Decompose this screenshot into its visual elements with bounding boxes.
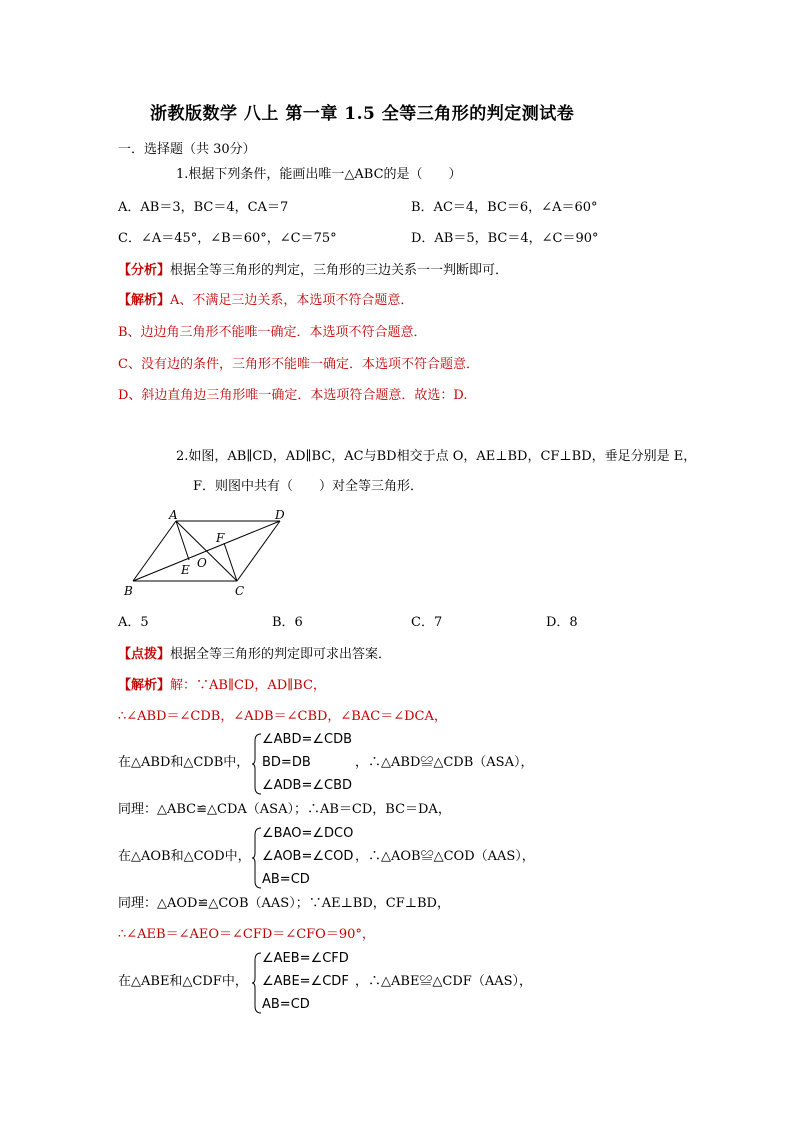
hint-tag: 【点拨】 [118, 647, 171, 662]
q2-stem-line2: F．则图中共有（ ）对全等三角形． [193, 479, 424, 494]
analysis-text: 根据全等三角形的判定，三角形的三边关系一一判断即可． [170, 263, 509, 278]
figure-label-b: B [124, 584, 133, 598]
solution-tag: 【解析】 [118, 678, 171, 693]
sys2-brace [252, 827, 262, 889]
q1-option-d: D．AB＝5，BC＝4，∠C＝90° [411, 231, 599, 246]
q2-right-angles: ∴∠AEB＝∠AEO＝∠CFD＝∠CFO＝90°， [118, 927, 375, 942]
sys3-prefix: 在△ABE和△CDF中， [118, 974, 248, 989]
sys3-eq2: ∠ABE=∠CDF [262, 974, 349, 989]
q1-solution-b: B、边边角三角形不能唯一确定．本选项不符合题意． [118, 325, 427, 340]
solution-intro-text: 解：∵AB∥CD，AD∥BC， [170, 678, 326, 693]
q1-option-c: C．∠A＝45°，∠B＝60°，∠C＝75° [118, 231, 337, 246]
sys3-result: ，∴△ABE≌△CDF（AAS）， [355, 974, 532, 989]
solution-line: A、不满足三边关系，本选项不符合题意． [170, 293, 414, 308]
sys2-eq2: ∠AOB=∠COD [262, 849, 354, 864]
q1-solution-d: D、斜边直角边三角形唯一确定．本选项符合题意．故选：D. [118, 388, 468, 403]
figure-label-a: A [169, 508, 178, 522]
q2-option-b: B．6 [272, 615, 303, 630]
figure-label-e: E [181, 563, 190, 577]
sys1-brace [252, 733, 262, 795]
q1-option-b: B．AC＝4，BC＝6，∠A＝60° [411, 200, 598, 215]
sys1-eq1: ∠ABD=∠CDB [262, 732, 353, 747]
figure-label-f: F [216, 531, 225, 545]
q1-analysis [118, 263, 508, 279]
q1-solution-a [118, 293, 413, 309]
q2-option-a: A．5 [118, 615, 149, 630]
sys2-eq1: ∠BAO=∠DCO [262, 826, 354, 841]
sys3-eq3: AB=CD [262, 997, 310, 1012]
sys2-prefix: 在△AOB和△COD中， [118, 849, 251, 864]
q1-solution-c: C、没有边的条件，三角形不能唯一确定．本选项不符合题意． [118, 357, 479, 372]
hint-text: 根据全等三角形的判定即可求出答案． [170, 647, 392, 662]
sys3-equations [262, 947, 349, 1016]
q1-option-a: A．AB＝3，BC＝4，CA＝7 [118, 200, 289, 215]
sys3-brace [252, 952, 262, 1014]
q1-stem: 1.根据下列条件，能画出唯一△ABC的是（ ） [176, 167, 462, 182]
sys1-equations [262, 728, 352, 797]
sys2-eq3: AB=CD [262, 872, 310, 887]
q2-angles-line: ∴∠ABD＝∠CDB，∠ADB＝∠CBD，∠BAC＝∠DCA， [118, 709, 447, 724]
figure-label-c: C [235, 584, 245, 598]
q2-option-d: D．8 [546, 615, 578, 630]
q2-same1: 同理：△ABC≌△CDA（ASA）；∴AB＝CD，BC＝DA， [118, 802, 451, 817]
figure-label-o: O [197, 556, 207, 570]
sys1-eq3: ∠ADB=∠CBD [262, 778, 353, 793]
sys1-prefix: 在△ABD和△CDB中， [118, 755, 250, 770]
page-title: 浙教版数学 八上 第一章 1.5 全等三角形的判定测试卷 [150, 104, 575, 124]
sys1-eq2: BD=DB [262, 755, 311, 770]
parallelogram-figure [115, 505, 305, 604]
sys2-equations [262, 822, 353, 891]
q2-solution-intro [118, 678, 326, 694]
analysis-tag: 【分析】 [118, 263, 171, 278]
q2-hint [118, 647, 391, 663]
sys2-result: ，∴△AOB≌△COD（AAS）， [355, 849, 535, 864]
sys1-result: ，∴△ABD≌△CDB（ASA）， [355, 755, 534, 770]
solution-tag: 【解析】 [118, 293, 171, 308]
q2-stem-line1: 2.如图，AB∥CD，AD∥BC，AC与BD相交于点 O，AE⊥BD，CF⊥BD，垂足分别是 E， [176, 449, 697, 464]
sys3-eq1: ∠AEB=∠CFD [262, 951, 349, 966]
q2-option-c: C．7 [411, 615, 443, 630]
q2-same2: 同理：△AOD≌△COB（AAS）；∵AE⊥BD，CF⊥BD， [118, 896, 450, 911]
section-heading: 一．选择题（共 30分） [118, 142, 256, 157]
figure-label-d: D [275, 508, 285, 522]
